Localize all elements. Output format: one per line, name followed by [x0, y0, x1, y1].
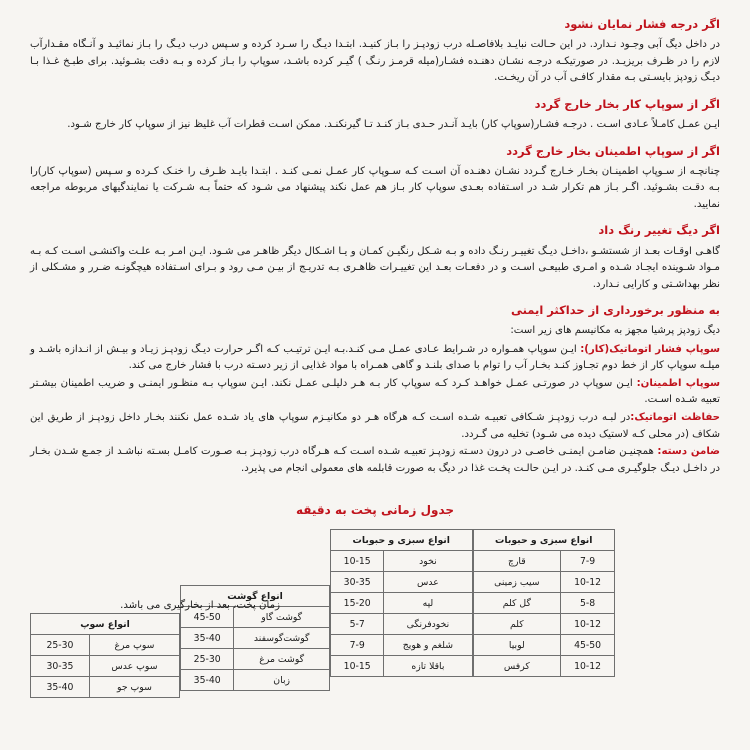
- table-row: [331, 614, 473, 635]
- cell-time: 5-8: [561, 593, 615, 614]
- mechanism-text-handle-latch: همچنیـن ضامـن ایمنـی خاصـی در درون دسـته زودپـز تعبیـه شـده اسـت کـه هـرگاه درب زودپـز بـه صـورت کامـل بسـته نباشـد از جمـع شـدن بخـار در داخـل دیـگ جلوگیـری مـی کنـد. در ایـن حالـت پخـت غذا در دیگ به صورت قابلمه های معمولی انجام می پذیرد.: [30, 446, 720, 474]
- cell-name: نخودفرنگی: [384, 614, 472, 635]
- table-row: [473, 614, 615, 635]
- table-row: [31, 656, 180, 677]
- timetable-note: زمان پخت، بعد از بخارگیری می باشد.: [120, 600, 280, 611]
- mechanism-item-handle-latch: [30, 444, 720, 477]
- cell-name: کرفس: [473, 656, 561, 677]
- cell-name: باقلا تازه: [384, 656, 472, 677]
- cell-name: سوپ جو: [89, 677, 179, 698]
- section-heading-pressure: اگر درجه فشار نمایان نشود: [564, 17, 720, 31]
- cell-time: 35-40: [31, 677, 90, 698]
- cell-time: 10-15: [331, 656, 384, 677]
- cell-time: 10-12: [561, 572, 615, 593]
- cell-time: 35-40: [181, 670, 234, 691]
- cell-name: زبان: [234, 670, 330, 691]
- table-row: [331, 551, 473, 572]
- soup-table-wrapper: [30, 613, 180, 698]
- cell-time: 30-35: [331, 572, 384, 593]
- meat-table-header: انواع گوشت: [181, 586, 330, 607]
- cell-name: شلغم و هویج: [384, 635, 472, 656]
- cell-name: گوشت‌گوسفند: [234, 628, 330, 649]
- cell-name: سوپ مرغ: [89, 635, 179, 656]
- table-row: [331, 593, 473, 614]
- mechanism-item-auto-protection: [30, 410, 720, 443]
- table-header-row: [473, 530, 615, 551]
- mechanism-text-auto-protection: در لبـه درب زودپـز شـکافی تعبیـه شـده اسـت کـه هرگاه هـر دو مکانیـزم سوپاپ های یاد شـده عمل نکنند بخـار داخل زودپـز از طریق این شکاف (در محلی کـه لاستیک دیده می شـود) تخلیه می گـردد.: [30, 411, 720, 440]
- mechanism-text-auto-valve: ایـن سوپاپ همـواره در شـرایط عـادی عمـل مـی کنـد.بـه ایـن ترتیـب کـه اگـر حرارت دیـگ زودپـز زیـاد و بیـش از انـدازه باشـد و میلـه سوپاپ کار از خط دوم تجـاوز کنـد بخـار آب را توام با صدای بلنـد و گاهی همـراه با مواد غذایی از زیر دسـته درب با فشار خارج می کند.: [30, 343, 720, 372]
- mechanism-text-safety-valve: ایـن سوپاپ در صورتـی عمـل خواهـد کـرد کـه سوپاپ کار بـه هـر دلیلـی عمـل نکند. ایـن سوپاپ بـه منظـور ایمنـی و ضریب اطمینان بیشـتر تعبیه شـده اسـت.: [30, 377, 720, 406]
- timetable-title: جدول زمانی پخت به دقیقه: [295, 503, 455, 518]
- cell-name: سیب زمینی: [473, 572, 561, 593]
- cell-time: 45-50: [561, 635, 615, 656]
- mechanism-item-auto-valve: [30, 342, 720, 375]
- table-row: [331, 656, 473, 677]
- table-row: [181, 628, 330, 649]
- mechanism-list: [30, 342, 720, 477]
- cell-time: 45-50: [181, 607, 234, 628]
- section-paragraph-pressure: در داخل دیگ آبی وجـود نـدارد. در این حـالت نبایـد بلافاصـله درب زودپـز را بـاز کنیـد. ابتـدا دیـگ را سـرد کرده و سـپس درب دیـگ را بـاز نمائیـد و آنـگاه مقـدارآب لازم را در ظـرف بریزیـد. در صورتیکـه درجـه نشـان دهنـده فشـار(میله قرمـز رنـگ ) گیـر کرده باشـد، سوپاپ را بـاز کرده و بـه دقت بشـوئید. برای طبـخ غـذا بـا دیـگ زودپز بایسـتی بـه مقدار کافـی آب در آن ریخـت.: [30, 39, 720, 84]
- cell-name: عدس: [384, 572, 472, 593]
- section-paragraph-safety-valve: چنانچـه از سـوپاپ اطمینـان بخـار خـارج گـردد نشـان دهنـده آن اسـت کـه سـوپاپ کار عمـل نمـی کنـد . ابتـدا بایـد ظـرف را خنـک کـرده و سـپس (سوپاپ کار)را بـه دقـت بشـوئید. اگـر بـاز هم تکرار شـد در اسـتفاده بعـدی سوپاپ کار بـاز هم عمل نکند پیشنهاد می شـود که حتماً بـه شـرکت یا نمایندگیهای مربوطه مراجعه نمایید.: [30, 165, 720, 210]
- cell-time: 5-7: [331, 614, 384, 635]
- section-heading-safety-valve: اگر از سوپاپ اطمینان بخار خارج گردد: [506, 143, 720, 158]
- vegetable-table-right: [473, 529, 616, 677]
- document-content: [30, 16, 720, 698]
- table-header-row: [31, 614, 180, 635]
- table-row: [473, 551, 615, 572]
- cell-time: 35-40: [181, 628, 234, 649]
- soup-table-header: انواع سوپ: [31, 614, 180, 635]
- cell-name: گوشت مرغ: [234, 649, 330, 670]
- section-heading-max-safety: به منظور برخورداری از حداکثر ایمنی: [510, 303, 720, 318]
- cell-name: نخود: [384, 551, 472, 572]
- table-row: [473, 572, 615, 593]
- section-heading-work-valve: اگر از سوپاپ کار بخار خارج گردد: [534, 96, 720, 111]
- table-row: [31, 677, 180, 698]
- timetable-group: [30, 529, 720, 698]
- cell-time: 25-30: [31, 635, 90, 656]
- cell-name: کلم: [473, 614, 561, 635]
- cell-time: 7-9: [331, 635, 384, 656]
- table-row: [331, 635, 473, 656]
- cell-name: سوپ عدس: [89, 656, 179, 677]
- cell-name: گل کلم: [473, 593, 561, 614]
- soup-table: [30, 613, 180, 698]
- table-header-row: [331, 530, 473, 551]
- vegetable-table-left: [330, 529, 473, 677]
- cell-name: لپه: [384, 593, 472, 614]
- table-row: [31, 635, 180, 656]
- table-row: [331, 572, 473, 593]
- section-paragraph-work-valve: ایـن عمـل کامـلاً عـادی اسـت . درجـه فشـار(سوپاپ کار) بایـد آنـدر حـدی بـاز کنـد تـا گیرنکنـد. ممکن اسـت قطرات آب غلیظ نیز از سوپاپ کار خارج شـود.: [67, 119, 720, 131]
- cell-time: 10-12: [561, 656, 615, 677]
- cell-name: قارچ: [473, 551, 561, 572]
- cell-time: 15-20: [331, 593, 384, 614]
- vegetable-table-left-header: انواع سبزی و حبوبات: [331, 530, 473, 551]
- mechanism-item-safety-valve: [30, 376, 720, 409]
- table-row: [473, 593, 615, 614]
- mechanism-label-safety-valve: سوپاپ اطمینان:: [636, 377, 720, 389]
- table-row: [473, 635, 615, 656]
- mechanism-label-handle-latch: ضامن دسته:: [657, 446, 720, 458]
- cell-name: گوشت گاو: [234, 607, 330, 628]
- cell-time: 10-15: [331, 551, 384, 572]
- section-paragraph-color-change: گاهـی اوقـات بعـد از شستشـو ،داخـل دیـگ تغییـر رنـگ داده و بـه شـکل رنگیـن کمـان و یـا اشـکال دیگر ظاهـر می شـود. ایـن امـر بـه علـت واکنشـی اسـت کـه بـه مـواد شـوینده ایجـاد شـده و امـری طبیعـی اسـت و در دفعـات بعـد این تغییـرات ظاهـری بـه تدریـج از بیـن مـی رود و بـرای اسـتفاده هیچگونـه ضـرر و مشـکلی از نظر بهداشـتی و کارایی نـدارد.: [30, 245, 720, 290]
- section-paragraph-max-safety: دیگ زودپز پرشیا مجهز به مکانیسم های زیر است:: [510, 325, 720, 337]
- mechanism-label-auto-valve: سوپاپ فشار اتوماتیک(کار):: [580, 343, 720, 355]
- cell-time: 25-30: [181, 649, 234, 670]
- cell-time: 30-35: [31, 656, 90, 677]
- mechanism-label-auto-protection: حفاظت اتوماتیک:: [630, 411, 720, 423]
- table-row: [181, 670, 330, 691]
- section-heading-color-change: اگر دیگ تغییر رنگ داد: [598, 223, 720, 238]
- table-row: [181, 649, 330, 670]
- vegetable-table-right-header: انواع سبزی و حبوبات: [473, 530, 615, 551]
- cell-time: 10-12: [561, 614, 615, 635]
- cell-time: 7-9: [561, 551, 615, 572]
- cell-name: لوبیا: [473, 635, 561, 656]
- table-row: [473, 656, 615, 677]
